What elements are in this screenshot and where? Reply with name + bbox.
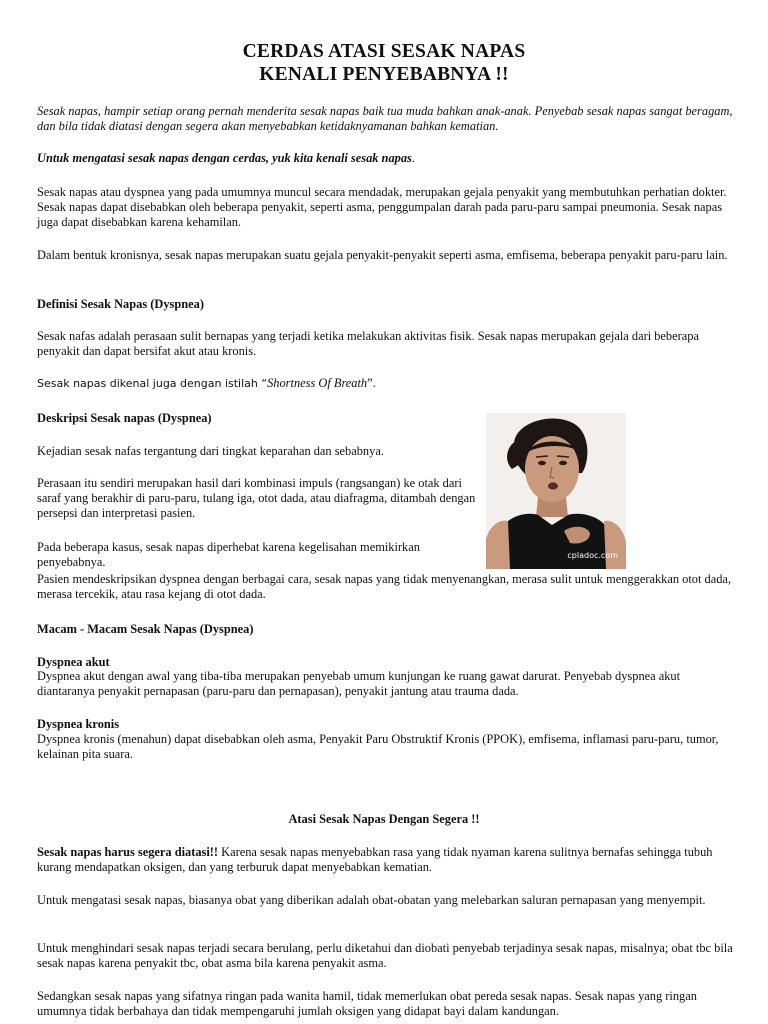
atasi-paragraph-3: Untuk menghindari sesak napas terjadi secara berulang, perlu diketahui dan diobati penyebab terjadinya sesak napas, misalnya; obat tbc bila sesak napas karena penyakit tbc, obat asma bila karena penyakit asma. [37, 941, 733, 970]
deskripsi-paragraph-4: Pasien mendeskripsikan dyspnea dengan berbagai cara, sesak napas yang tidak menyenangkan, merasa sulit untuk menggerakkan otot dada, merasa tercekik, atau rasa kejang di otot dada. [37, 572, 731, 601]
atasi-emphasis: Sesak napas harus segera diatasi!! [37, 845, 219, 859]
definisi-paragraph: Sesak nafas adalah perasaan sulit bernapas yang terjadi ketika melakukan aktivitas fisik. Sesak napas merupakan gejala dari beberapa penyakit dan dapat bersifat akut atau kronis. [37, 329, 699, 358]
document-title-line-2: KENALI PENYEBABNYA !! [259, 64, 509, 85]
woman-coughing-photo [486, 413, 626, 569]
atasi-paragraph-2: Untuk mengatasi sesak napas, biasanya obat yang diberikan adalah obat-obatan yang melebarkan saluran pernapasan yang menyempit. [37, 893, 706, 907]
dyspnea-kronis-paragraph: Dyspnea kronis (menahun) dapat disebabkan oleh asma, Penyakit Paru Obstruktif Kronis (PPOK), emfisema, inflamasi paru-paru, tumor, kelainan pita suara. [37, 732, 719, 761]
deskripsi-paragraph-2: Perasaan itu sendiri merupakan hasil dari kombinasi impuls (rangsangan) ke otak dari saraf yang berakhir di paru-paru, tulang iga, otot dada, atau diafragma, ditambah dengan persepsi dan interpretasi pasien. [37, 476, 476, 520]
definisi-alias [37, 376, 737, 391]
atasi-paragraph-4: Sedangkan sesak napas yang sifatnya ringan pada wanita hamil, tidak memerlukan obat pereda sesak napas. Sesak napas yang ringan umumnya tidak berbahaya dan tidak mempengaruhi jumlah oksigen yang didapat bayi dalam kandungan. [37, 989, 697, 1018]
subheading-dyspnea-akut: Dyspnea akut [37, 655, 110, 669]
section-heading-deskripsi: Deskripsi Sesak napas (Dyspnea) [37, 411, 212, 425]
woman-illustration [486, 413, 626, 569]
atasi-paragraph-1 [37, 845, 737, 875]
body-paragraph-2: Dalam bentuk kronisnya, sesak napas merupakan suatu gejala penyakit-penyakit seperti asma, emfisema, beberapa penyakit paru-paru lain. [37, 248, 728, 262]
body-paragraph-1: Sesak napas atau dyspnea yang pada umumnya muncul secara mendadak, merupakan gejala penyakit yang membutuhkan perhatian dokter. Sesak napas dapat disebabkan oleh beberapa penyakit, seperti asma, penggumpalan darah pada paru-paru sampai pneumonia. Sesak napas juga dapat disebabkan karena kehamilan. [37, 185, 727, 229]
definisi-alias-prefix: Sesak napas dikenal juga dengan istilah “ [37, 377, 268, 390]
deskripsi-paragraph-3: Pada beberapa kasus, sesak napas diperhebat karena kegelisahan memikirkan penyebabnya. [37, 540, 420, 569]
section-heading-macam: Macam - Macam Sesak Napas (Dyspnea) [37, 622, 254, 636]
intro-callout-period: . [411, 151, 415, 165]
document-title-line-1: CERDAS ATASI SESAK NAPAS [242, 41, 526, 62]
intro-callout [37, 151, 737, 166]
intro-paragraph: Sesak napas, hampir setiap orang pernah menderita sesak napas baik tua muda bahkan anak-anak. Penyebab sesak napas sangat beragam, dan bila tidak diatasi dengan segera akan menyebabkan ketidaknyamanan bahkan kematian. [37, 104, 733, 133]
dyspnea-akut-paragraph: Dyspnea akut dengan awal yang tiba-tiba merupakan penyebab umum kunjungan ke ruang gawat darurat. Penyebab dyspnea akut diantaranya penyakit pernapasan (paru-paru dan pernapasan), penyakit jantung atau trauma dada. [37, 669, 681, 698]
atasi-paragraph-1-text: Karena sesak napas menyebabkan rasa yang tidak nyaman karena sulitnya bernafas sehingga tubuh kurang mendapatkan oksigen, dan yang terburuk dapat menyebabkan kematian. [37, 845, 713, 874]
section-heading-atasi: Atasi Sesak Napas Dengan Segera !! [288, 812, 480, 826]
deskripsi-paragraph-1: Kejadian sesak nafas tergantung dari tingkat keparahan dan sebabnya. [37, 444, 384, 458]
section-heading-definisi: Definisi Sesak Napas (Dyspnea) [37, 297, 204, 311]
definisi-alias-term: Shortness Of Breath [267, 376, 368, 390]
subheading-dyspnea-kronis: Dyspnea kronis [37, 717, 120, 731]
definisi-alias-suffix: ”. [367, 376, 376, 390]
photo-watermark: cpladoc.com [567, 551, 618, 560]
intro-callout-text: Untuk mengatasi sesak napas dengan cerdas, yuk kita kenali sesak napas [37, 151, 412, 165]
